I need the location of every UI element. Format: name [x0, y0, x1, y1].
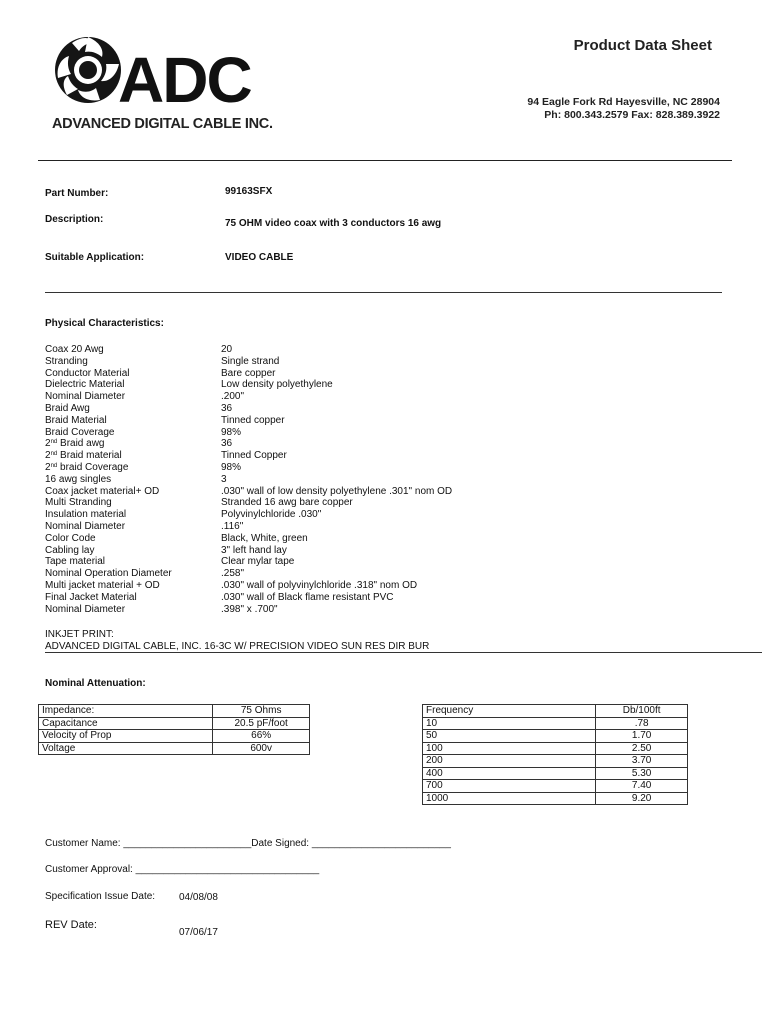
electrical-value: 600v: [213, 742, 310, 755]
customer-name-line: Customer Name: _______________________Date Signed: _________________________: [45, 838, 451, 849]
description-value: 75 OHM video coax with 3 conductors 16 awg: [225, 218, 442, 229]
ordinal-suffix: nd: [50, 439, 58, 446]
electrical-value: 20.5 pF/foot: [213, 717, 310, 730]
db-value: 3.70: [596, 755, 688, 768]
company-address: [527, 96, 720, 122]
inkjet-print: [45, 629, 429, 653]
frequency-value: 50: [423, 730, 596, 743]
spec-label: Insulation material: [45, 509, 127, 521]
spec-label: Multi Stranding: [45, 497, 112, 509]
electrical-row: [39, 705, 310, 718]
frequency-row: [423, 767, 688, 780]
spec-value: .116": [221, 520, 244, 532]
spec-label: Cabling lay: [45, 544, 95, 556]
spec-value: .258": [221, 568, 245, 580]
rev-date-value: 07/06/17: [179, 927, 218, 938]
spec-value: Single strand: [221, 355, 280, 367]
spec-value: Clear mylar tape: [221, 556, 295, 568]
frequency-value: 100: [423, 742, 596, 755]
electrical-table: [38, 704, 310, 755]
physical-title: Physical Characteristics:: [45, 318, 164, 329]
spec-label: Color Code: [45, 532, 96, 544]
spec-value: Tinned copper: [221, 414, 285, 426]
frequency-header: Frequency: [423, 705, 596, 718]
spec-label: Dielectric Material: [45, 379, 125, 391]
electrical-label: Velocity of Prop: [39, 730, 213, 743]
electrical-row: [39, 717, 310, 730]
electrical-value: 66%: [213, 730, 310, 743]
spec-label: Stranding: [45, 355, 88, 367]
spec-label: 2nd Braid material: [45, 450, 122, 462]
db-header: Db/100ft: [596, 705, 688, 718]
electrical-label: Impedance:: [39, 705, 213, 718]
spec-value: 20: [221, 344, 233, 355]
phone-fax-line: Ph: 800.343.2579 Fax: 828.389.3922: [544, 109, 720, 121]
spec-label: Braid Coverage: [45, 426, 115, 438]
inkjet-label: INKJET PRINT:: [45, 629, 114, 640]
electrical-label: Capacitance: [39, 717, 213, 730]
electrical-row: [39, 742, 310, 755]
spec-label: Nominal Operation Diameter: [45, 568, 172, 580]
part-number-label: Part Number:: [45, 188, 109, 199]
spec-label: Multi jacket material + OD: [45, 579, 160, 591]
spec-label: Final Jacket Material: [45, 591, 137, 603]
spec-label: 2nd braid Coverage: [45, 461, 129, 473]
spec-value: 36: [221, 438, 233, 450]
spec-value: 98%: [221, 461, 242, 473]
spec-label: Conductor Material: [45, 367, 130, 379]
document-title: Product Data Sheet: [573, 37, 712, 54]
spec-value: .398" x .700": [221, 603, 278, 615]
ordinal-suffix: nd: [50, 462, 58, 469]
frequency-value: 1000: [423, 792, 596, 805]
spec-value-column: [221, 344, 452, 615]
frequency-value: 700: [423, 780, 596, 793]
logo-wordmark: ADC: [118, 44, 251, 116]
logo-subtitle: ADVANCED DIGITAL CABLE INC.: [52, 116, 273, 132]
spec-label: 16 awg singles: [45, 473, 112, 485]
frequency-header-row: [423, 705, 688, 718]
db-value: 1.70: [596, 730, 688, 743]
spec-value: Stranded 16 awg bare copper: [221, 497, 353, 509]
address-line: 94 Eagle Fork Rd Hayesville, NC 28904: [527, 96, 720, 108]
spec-label: Nominal Diameter: [45, 391, 126, 403]
electrical-value: 75 Ohms: [213, 705, 310, 718]
logo-swirl-icon: [52, 24, 124, 116]
attenuation-title: Nominal Attenuation:: [45, 678, 146, 689]
application-value: VIDEO CABLE: [225, 252, 294, 263]
spec-label: Nominal Diameter: [45, 603, 126, 615]
spec-label: Coax 20 Awg: [45, 344, 104, 355]
spec-value: .200": [221, 391, 245, 403]
frequency-row: [423, 780, 688, 793]
db-value: 5.30: [596, 767, 688, 780]
spec-value: .030" wall of low density polyethylene .301" nom OD: [221, 485, 453, 497]
header-divider: [38, 160, 732, 161]
db-value: 2.50: [596, 742, 688, 755]
ordinal-suffix: nd: [50, 451, 58, 458]
spec-value: Low density polyethylene: [221, 379, 333, 391]
frequency-value: 10: [423, 717, 596, 730]
spec-value: Tinned Copper: [221, 450, 287, 462]
spec-value: 3" left hand lay: [221, 544, 287, 556]
customer-approval-line: Customer Approval: _________________________________: [45, 864, 320, 875]
rev-date-label: REV Date:: [45, 919, 97, 931]
application-label: Suitable Application:: [45, 252, 145, 263]
frequency-table: [422, 704, 688, 805]
spec-label: Nominal Diameter: [45, 520, 126, 532]
spec-value: Bare copper: [221, 367, 276, 379]
inkjet-text: ADVANCED DIGITAL CABLE, INC. 16-3C W/ PRECISION VIDEO SUN RES DIR BUR: [45, 641, 430, 652]
spec-label: Coax jacket material+ OD: [45, 485, 160, 497]
spec-value: Black, White, green: [221, 532, 308, 544]
spec-value: 36: [221, 402, 233, 414]
spec-label: Tape material: [45, 556, 106, 568]
electrical-label: Voltage: [39, 742, 213, 755]
db-value: .78: [596, 717, 688, 730]
section-divider: [45, 292, 722, 293]
part-number-value: 99163SFX: [225, 186, 273, 197]
spec-value: 3: [221, 473, 227, 485]
frequency-row: [423, 792, 688, 805]
spec-value: 98%: [221, 426, 242, 438]
frequency-row: [423, 755, 688, 768]
issue-date-label: Specification Issue Date:: [45, 891, 156, 902]
spec-label-column: [45, 344, 172, 615]
frequency-row: [423, 717, 688, 730]
spec-label: 2nd Braid awg: [45, 438, 105, 450]
spec-label: Braid Material: [45, 414, 107, 426]
frequency-value: 200: [423, 755, 596, 768]
db-value: 7.40: [596, 780, 688, 793]
frequency-row: [423, 730, 688, 743]
description-label: Description:: [45, 214, 104, 225]
frequency-value: 400: [423, 767, 596, 780]
spec-value: .030" wall of Black flame resistant PVC: [221, 591, 394, 603]
electrical-row: [39, 730, 310, 743]
frequency-row: [423, 742, 688, 755]
spec-label: Braid Awg: [45, 402, 90, 414]
issue-date-value: 04/08/08: [179, 892, 218, 903]
db-value: 9.20: [596, 792, 688, 805]
spec-value: .030" wall of polyvinylchloride .318" nom OD: [221, 579, 418, 591]
spec-value: Polyvinylchloride .030": [221, 509, 322, 521]
inkjet-underline: [45, 652, 762, 653]
